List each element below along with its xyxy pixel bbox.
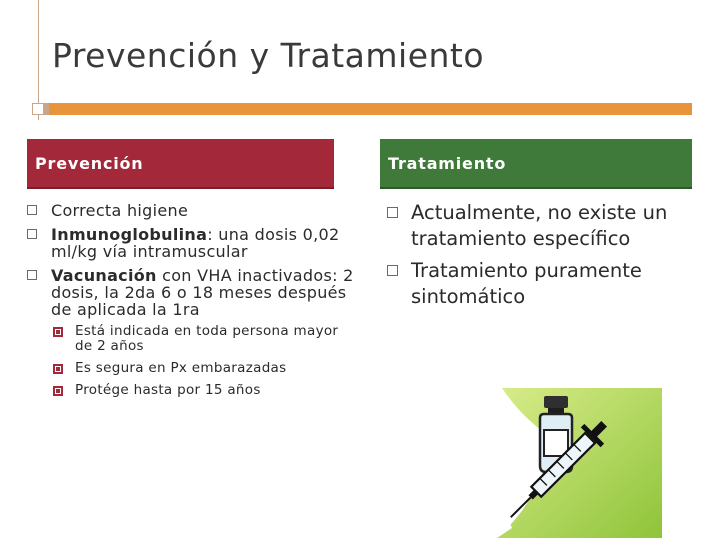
sub-item-text: Está indicada en toda persona mayor de 2 años	[75, 323, 339, 354]
list-item	[24, 267, 360, 398]
vacunacion-sublist	[49, 324, 360, 398]
tratamiento-list	[384, 200, 700, 316]
square-bullet-icon	[53, 327, 63, 337]
list-item	[384, 200, 700, 252]
square-bullet-icon	[53, 386, 63, 396]
sub-list-item	[49, 361, 360, 376]
item-text: con VHA inactivados: 2 dosis, la 2da 6 o 18 meses después de aplicada la 1ra	[51, 266, 354, 319]
square-bullet-icon	[53, 364, 63, 374]
list-item	[24, 202, 360, 219]
sub-list-item	[49, 383, 360, 398]
item-text: Actualmente, no existe un tratamiento específico	[411, 201, 668, 250]
bullet-icon	[387, 265, 398, 276]
bullet-icon	[27, 270, 37, 280]
bullet-icon	[387, 207, 398, 218]
decorative-vertical-line	[38, 0, 39, 120]
item-text: Correcta higiene	[51, 201, 189, 220]
item-bold: Vacunación	[51, 266, 157, 285]
prevencion-header: Prevención	[27, 139, 334, 189]
tratamiento-header: Tratamiento	[380, 139, 692, 189]
vaccine-vial-syringe-icon	[482, 378, 664, 540]
bullet-icon	[27, 205, 37, 215]
bullet-icon	[27, 229, 37, 239]
sub-item-text: Protége hasta por 15 años	[75, 382, 261, 398]
prevencion-list	[24, 202, 360, 405]
sub-item-text: Es segura en Px embarazadas	[75, 360, 287, 376]
list-item	[24, 226, 360, 260]
item-text: : una dosis 0,02 ml/kg vía intramuscular	[51, 225, 340, 261]
list-item	[384, 258, 700, 310]
item-text: Tratamiento puramente sintomático	[411, 259, 642, 308]
slide-title: Prevención y Tratamiento	[52, 36, 485, 75]
sub-list-item	[49, 324, 360, 354]
item-bold: Inmunoglobulina	[51, 225, 208, 244]
